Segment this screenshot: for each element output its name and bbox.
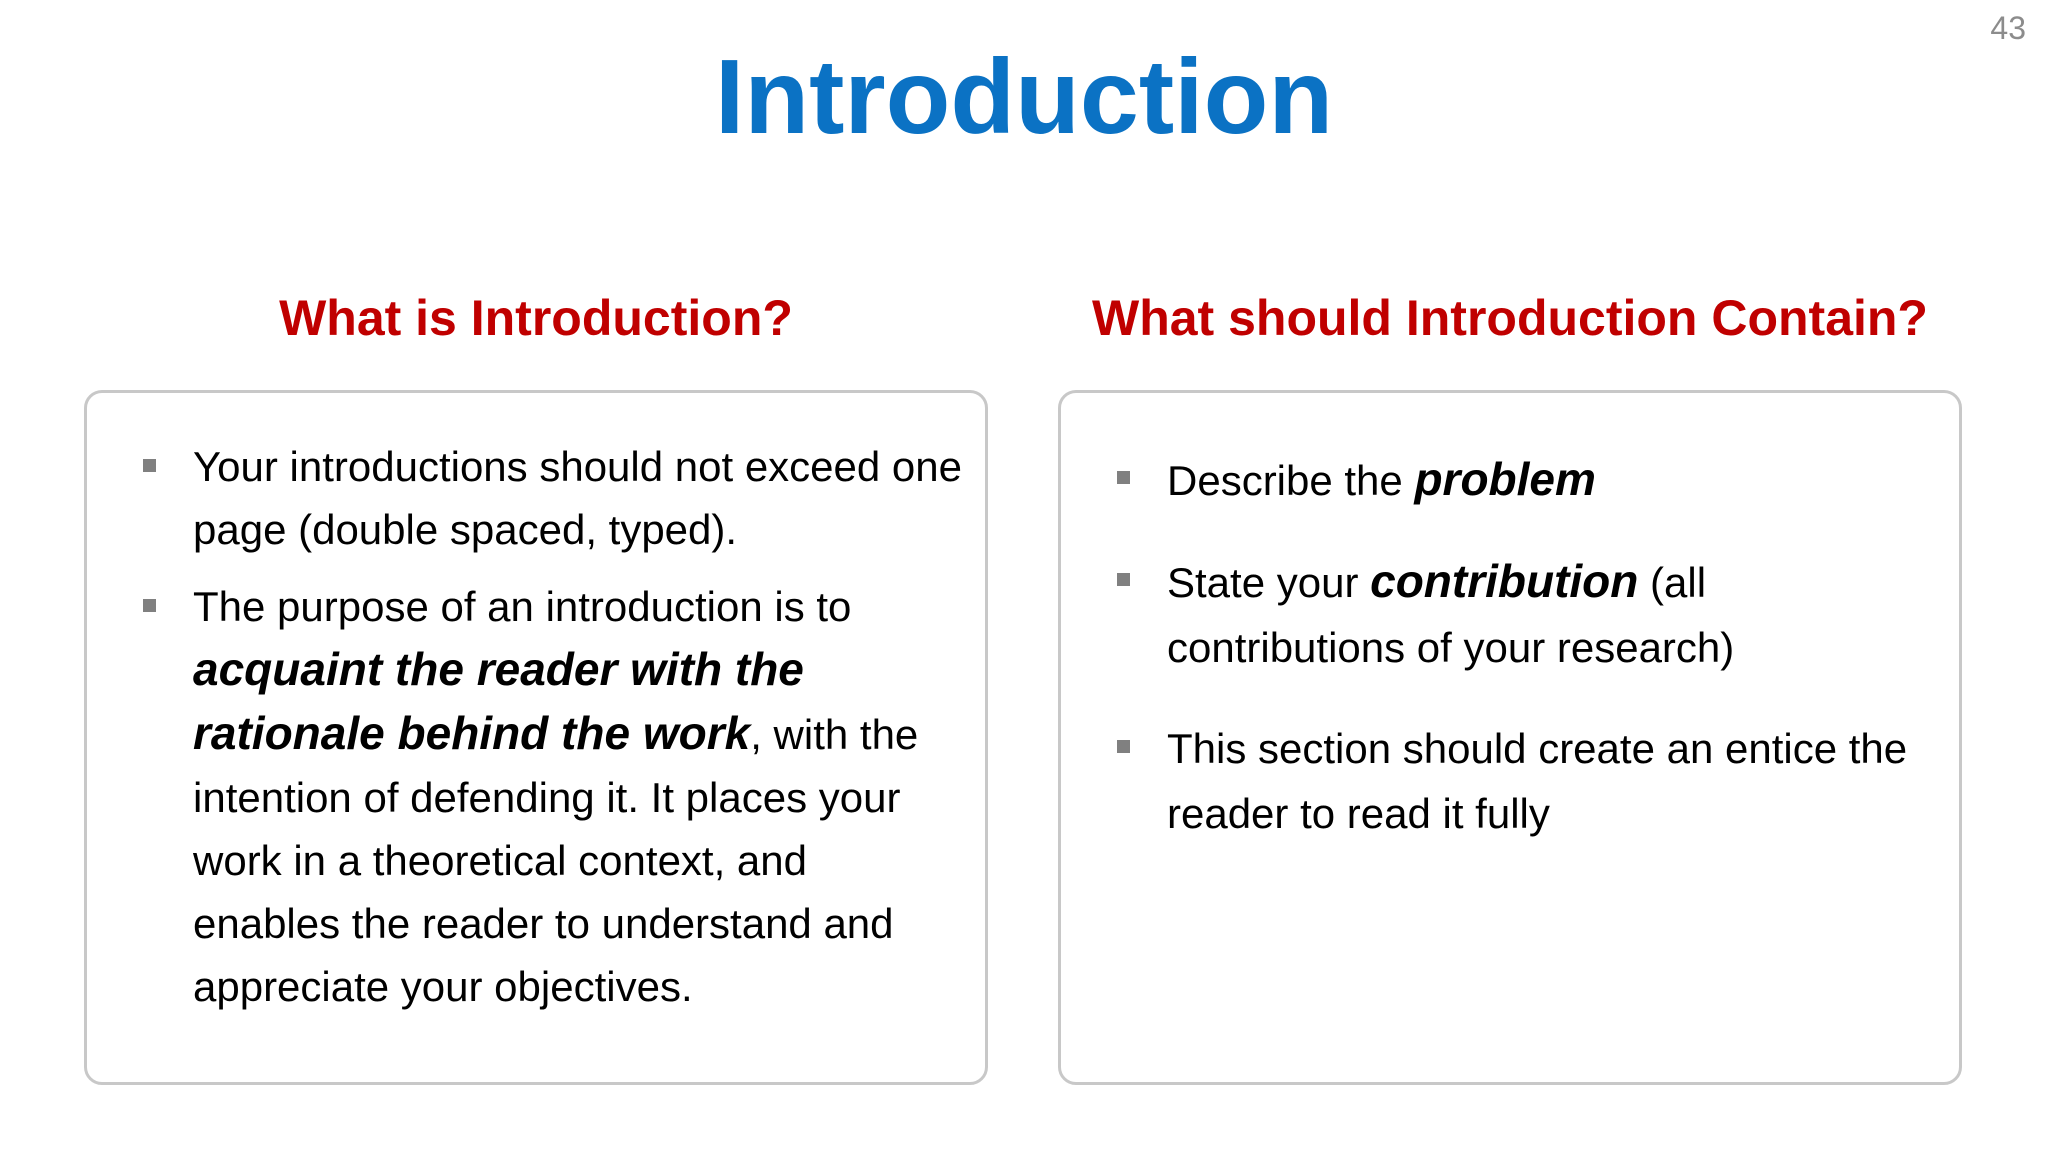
bullet-text: Your introductions should not exceed one page (double spaced, typed). [193, 443, 963, 553]
square-bullet-icon [1117, 573, 1130, 586]
left-content-panel [84, 390, 988, 1085]
square-bullet-icon [143, 459, 156, 472]
bullet-text-after: , with the intention of defending it. It places your work in a theoretical context, and enables the reader to understand and appreciate your objectives. [193, 711, 919, 1010]
bullet-text-before: State your [1167, 559, 1371, 606]
right-column-heading: What should Introduction Contain? [1092, 290, 1928, 346]
bullet-text: This section should create an entice the reader to read it fully [1167, 725, 1908, 837]
right-bullet-list [1117, 447, 1937, 882]
bullet-text-after: (all contributions of your research) [1167, 559, 1735, 671]
right-content-panel [1058, 390, 1962, 1085]
square-bullet-icon [1117, 471, 1130, 484]
left-column-heading: What is Introduction? [279, 290, 793, 346]
bullet-text-emphasis: contribution [1370, 555, 1639, 607]
bullet-text-emphasis: acquaint the reader with the rationale behind the work [193, 643, 804, 759]
square-bullet-icon [1117, 740, 1130, 753]
slide-number: 43 [1990, 10, 2026, 46]
bullet-text-before: The purpose of an introduction is to [193, 583, 852, 630]
bullet-text-emphasis: problem [1414, 453, 1596, 505]
slide-title: Introduction [714, 38, 1334, 156]
left-bullet-list [143, 435, 963, 1032]
bullet-item-purpose [143, 575, 963, 1018]
bullet-text-before: Describe the [1167, 457, 1415, 504]
bullet-item-page-length [143, 435, 963, 561]
bullet-item-contribution [1117, 549, 1937, 680]
bullet-item-problem [1117, 447, 1937, 513]
bullet-item-entice [1117, 716, 1937, 846]
square-bullet-icon [143, 599, 156, 612]
